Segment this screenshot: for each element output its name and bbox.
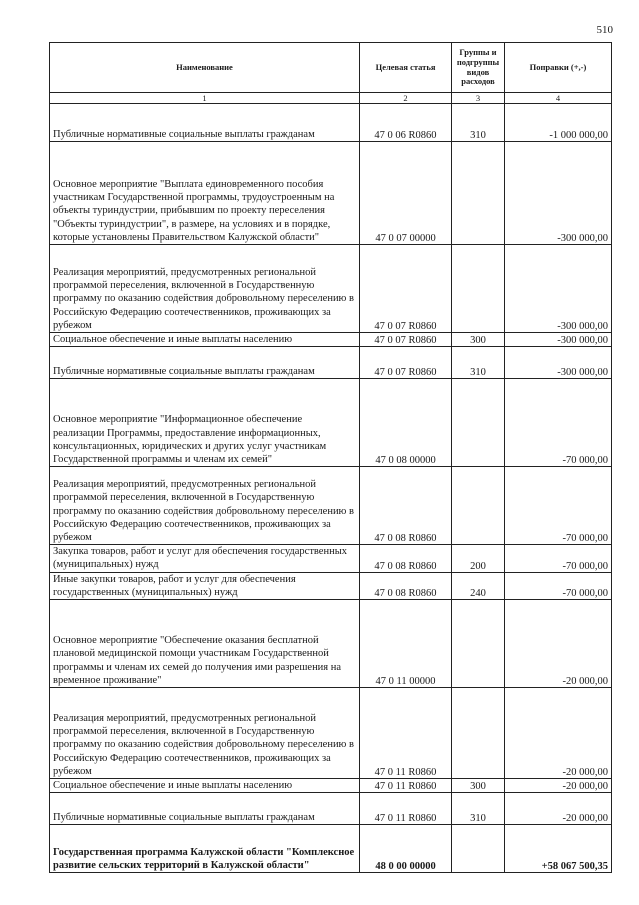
- row-name: Основное мероприятие "Информационное обеспечение реализации Программы, предоставление информационных, консультационных, юридических и других услуг участникам Государственной программы и членам их семей": [50, 379, 360, 467]
- page-number: 510: [596, 24, 613, 36]
- row-amount: -300 000,00: [505, 142, 612, 245]
- row-target-code: 47 0 08 R0860: [360, 467, 452, 545]
- table-row: [50, 572, 612, 599]
- row-name: Основное мероприятие "Выплата единовременного пособия участникам Государственной программы, трудоустроенным на объекты туриндустрии, прибывшим по проекту переселения "Объекты туриндустрии", в размере, на условиях и в порядке, которые установлены Правительством Калужской области": [50, 142, 360, 245]
- table-row: [50, 379, 612, 467]
- row-name: Реализация мероприятий, предусмотренных региональной программой переселения, включенной в Государственную программу по оказанию содействия добровольному переселению в Российскую Федерацию соотечественников, проживающих за рубежом: [50, 688, 360, 779]
- table-body: [50, 104, 612, 873]
- row-target-code: 47 0 06 R0860: [360, 104, 452, 142]
- row-name: Реализация мероприятий, предусмотренных региональной программой переселения, включенной в Государственную программу по оказанию содействия добровольному переселению в Российскую Федерацию соотечественников, проживающих за рубежом: [50, 245, 360, 333]
- row-name: Иные закупки товаров, работ и услуг для обеспечения государственных (муниципальных) нужд: [50, 572, 360, 599]
- table-row: [50, 825, 612, 873]
- table-row: [50, 467, 612, 545]
- table-row: [50, 104, 612, 142]
- table-row: [50, 347, 612, 379]
- row-amount: -1 000 000,00: [505, 104, 612, 142]
- row-expense-group: [452, 688, 505, 779]
- row-target-code: 48 0 00 00000: [360, 825, 452, 873]
- row-target-code: 47 0 11 R0860: [360, 688, 452, 779]
- row-target-code: 47 0 07 R0860: [360, 347, 452, 379]
- row-name: Государственная программа Калужской области "Комплексное развитие сельских территорий в Калужской области": [50, 825, 360, 873]
- row-name: Публичные нормативные социальные выплаты гражданам: [50, 347, 360, 379]
- header-row: [50, 43, 612, 93]
- row-expense-group: 300: [452, 333, 505, 347]
- column-number: 3: [452, 93, 505, 104]
- table-row: [50, 333, 612, 347]
- row-amount: +58 067 500,35: [505, 825, 612, 873]
- row-expense-group: 310: [452, 104, 505, 142]
- row-target-code: 47 0 08 R0860: [360, 572, 452, 599]
- table-row: [50, 793, 612, 825]
- row-expense-group: 200: [452, 545, 505, 572]
- row-name: Публичные нормативные социальные выплаты гражданам: [50, 793, 360, 825]
- row-amount: -70 000,00: [505, 467, 612, 545]
- row-amount: -70 000,00: [505, 572, 612, 599]
- header-amount: Поправки (+,-): [505, 43, 612, 93]
- table-row: [50, 245, 612, 333]
- row-expense-group: 310: [452, 347, 505, 379]
- row-name: Основное мероприятие "Обеспечение оказания бесплатной плановой медицинской помощи участникам Государственной программы и членам их семей до получения ими разрешения на временное проживание": [50, 600, 360, 688]
- row-target-code: 47 0 08 00000: [360, 379, 452, 467]
- row-amount: -20 000,00: [505, 600, 612, 688]
- row-target-code: 47 0 08 R0860: [360, 545, 452, 572]
- header-code: Целевая статья: [360, 43, 452, 93]
- column-number-row: [50, 93, 612, 104]
- row-expense-group: [452, 379, 505, 467]
- row-target-code: 47 0 11 R0860: [360, 779, 452, 793]
- row-target-code: 47 0 11 R0860: [360, 793, 452, 825]
- table-row: [50, 779, 612, 793]
- row-expense-group: [452, 825, 505, 873]
- column-number: 1: [50, 93, 360, 104]
- row-amount: -300 000,00: [505, 333, 612, 347]
- row-expense-group: [452, 245, 505, 333]
- row-target-code: 47 0 07 R0860: [360, 333, 452, 347]
- header-name: Наименование: [50, 43, 360, 93]
- row-name: Социальное обеспечение и иные выплаты населению: [50, 779, 360, 793]
- row-name: Социальное обеспечение и иные выплаты населению: [50, 333, 360, 347]
- row-expense-group: [452, 467, 505, 545]
- budget-table: [49, 42, 612, 873]
- table-row: [50, 600, 612, 688]
- row-target-code: 47 0 11 00000: [360, 600, 452, 688]
- row-amount: -300 000,00: [505, 347, 612, 379]
- row-amount: -70 000,00: [505, 379, 612, 467]
- row-expense-group: 240: [452, 572, 505, 599]
- header-group: Группы и подгруппы видов расходов: [452, 43, 505, 93]
- table-row: [50, 142, 612, 245]
- row-expense-group: 310: [452, 793, 505, 825]
- row-amount: -70 000,00: [505, 545, 612, 572]
- row-expense-group: [452, 142, 505, 245]
- row-name: Закупка товаров, работ и услуг для обеспечения государственных (муниципальных) нужд: [50, 545, 360, 572]
- row-name: Публичные нормативные социальные выплаты гражданам: [50, 104, 360, 142]
- row-amount: -300 000,00: [505, 245, 612, 333]
- row-amount: -20 000,00: [505, 688, 612, 779]
- column-number: 4: [505, 93, 612, 104]
- table-row: [50, 545, 612, 572]
- table-row: [50, 688, 612, 779]
- row-amount: -20 000,00: [505, 793, 612, 825]
- row-target-code: 47 0 07 00000: [360, 142, 452, 245]
- row-amount: -20 000,00: [505, 779, 612, 793]
- row-name: Реализация мероприятий, предусмотренных региональной программой переселения, включенной в Государственную программу по оказанию содействия добровольному переселению в Российскую Федерацию соотечественников, проживающих за рубежом: [50, 467, 360, 545]
- column-number: 2: [360, 93, 452, 104]
- row-expense-group: 300: [452, 779, 505, 793]
- row-expense-group: [452, 600, 505, 688]
- row-target-code: 47 0 07 R0860: [360, 245, 452, 333]
